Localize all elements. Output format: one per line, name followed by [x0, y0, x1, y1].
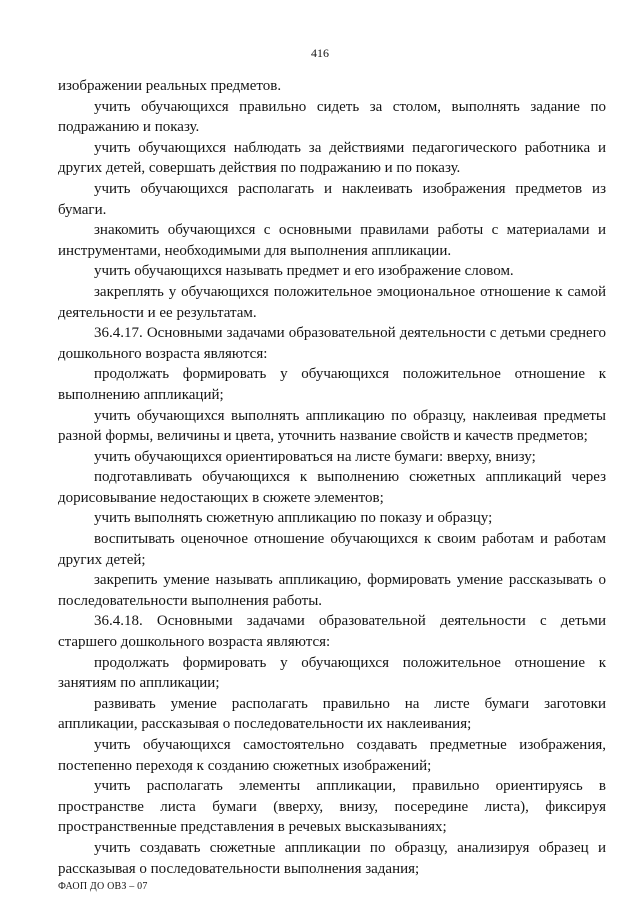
paragraph: учить создавать сюжетные аппликации по образцу, анализируя образец и рассказывая о последовательности выполнения задания; — [58, 839, 606, 877]
paragraph: учить обучающихся выполнять аппликацию по образцу, наклеивая предметы разной формы, величины и цвета, уточнить название свойств и качеств предметов; — [58, 407, 606, 445]
paragraph: продолжать формировать у обучающихся положительное отношение к занятиям по аппликации; — [58, 654, 606, 692]
section-heading-paragraph: 36.4.18. Основными задачами образовательной деятельности с детьми старшего дошкольного возраста являются: — [58, 613, 606, 651]
body-text — [58, 76, 606, 879]
paragraph: учить обучающихся ориентироваться на листе бумаги: вверху, внизу; — [94, 448, 536, 465]
paragraph: продолжать формировать у обучающихся положительное отношение к выполнению аппликаций; — [58, 366, 606, 403]
paragraph: учить обучающихся располагать и наклеивать изображения предметов из бумаги. — [58, 180, 606, 218]
paragraph: развивать умение располагать правильно на листе бумаги заготовки аппликации, рассказывая о последовательности их наклеивания; — [58, 695, 606, 733]
paragraph: учить обучающихся наблюдать за действиями педагогического работника и других детей, совершать действия по подражанию и по показу. — [58, 139, 606, 177]
paragraph: учить располагать элементы аппликации, правильно ориентируясь в пространстве листа бумаги (вверху, внизу, посередине листа), фиксируя пространственные представления в речевых высказываниях; — [58, 778, 606, 836]
paragraph: учить обучающихся называть предмет и его изображение словом. — [94, 263, 514, 280]
page-number: 416 — [311, 46, 329, 60]
paragraph: подготавливать обучающихся к выполнению сюжетных аппликаций через дорисовывание недостающих в сюжете элементов; — [58, 469, 606, 506]
paragraph: изображении реальных предметов. — [58, 78, 282, 94]
paragraph: закрепить умение называть аппликацию, формировать умение рассказывать о последовательности выполнения работы. — [58, 572, 606, 609]
section-heading-paragraph: 36.4.17. Основными задачами образовательной деятельности с детьми среднего дошкольного возраста являются: — [58, 325, 606, 362]
paragraph: учить обучающихся самостоятельно создавать предметные изображения, постепенно переходя к созданию сюжетных изображений; — [58, 737, 606, 774]
page-footer: ФАОП ДО ОВЗ – 07 — [58, 881, 148, 892]
paragraph: учить обучающихся правильно сидеть за столом, выполнять задание по подражанию и показу. — [58, 98, 606, 136]
paragraph: закреплять у обучающихся положительное эмоциональное отношение к самой деятельности и ее результатам. — [58, 283, 606, 321]
paragraph: знакомить обучающихся с основными правилами работы с материалами и инструментами, необходимыми для выполнения аппликации. — [58, 222, 606, 259]
paragraph: воспитывать оценочное отношение обучающихся к своим работам и работам других детей; — [58, 531, 606, 568]
paragraph: учить выполнять сюжетную аппликацию по показу и образцу; — [94, 510, 493, 527]
